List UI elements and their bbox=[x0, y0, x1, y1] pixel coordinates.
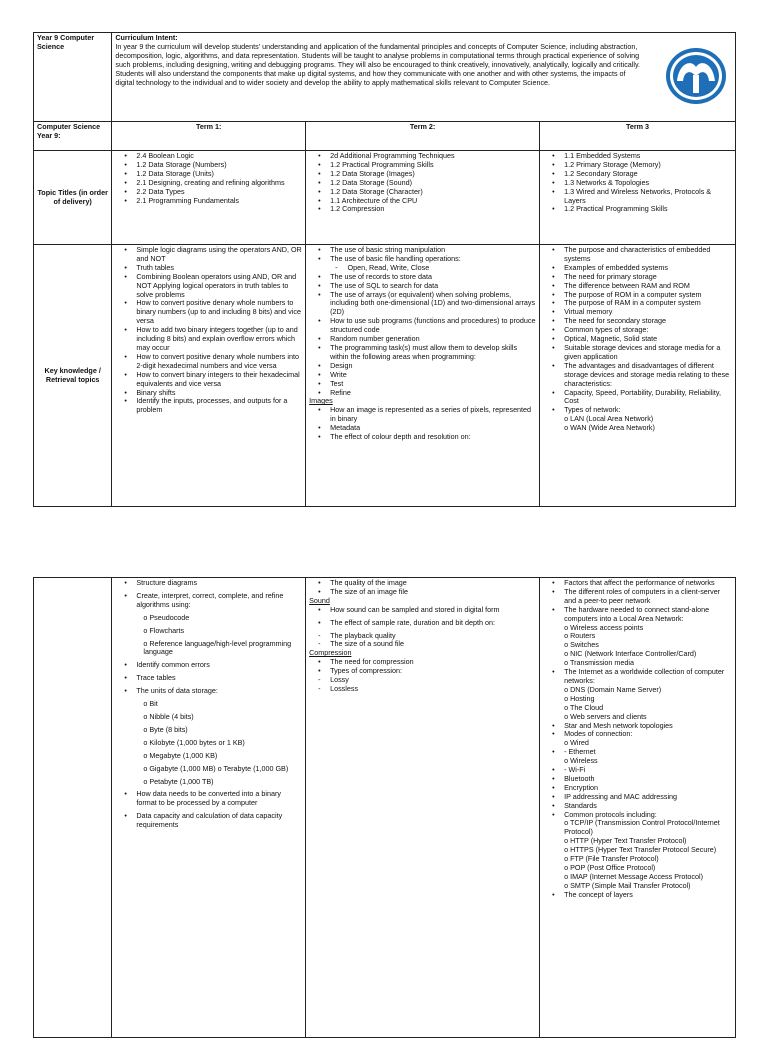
list-item: • The use of basic string manipulation bbox=[330, 246, 536, 255]
list-item: • The use of basic file handling operations: bbox=[330, 255, 536, 264]
curriculum-intent-cell bbox=[112, 33, 736, 122]
list-item: • Capacity, Speed, Portability, Durability, Reliability, Cost bbox=[564, 389, 732, 407]
list-item: • The units of data storage: bbox=[136, 687, 302, 696]
list-item: o FTP (File Transfer Protocol) bbox=[564, 854, 659, 864]
term3-header-text: Term 3 bbox=[626, 122, 650, 131]
list-item: • The need for secondary storage bbox=[564, 317, 732, 326]
knowledge-term2-list-a bbox=[309, 246, 536, 264]
list-item: • 1.3 Wired and Wireless Networks, Protocols & Layers bbox=[564, 188, 732, 206]
list-item: • Optical, Magnetic, Solid state bbox=[564, 335, 732, 344]
list-item: o Megabyte (1,000 KB) bbox=[143, 750, 218, 760]
list-item: • The concept of layers bbox=[564, 891, 732, 900]
topics-term3-list bbox=[543, 152, 732, 214]
list-item: • The size of an image file bbox=[330, 588, 536, 597]
list-item: • IP addressing and MAC addressing bbox=[564, 793, 732, 802]
list-item: • Identify common errors bbox=[136, 661, 302, 670]
list-item: o Nibble (4 bits) bbox=[143, 711, 194, 721]
list-item: • Virtual memory bbox=[564, 308, 732, 317]
list-item: • The use of SQL to search for data bbox=[330, 282, 536, 291]
images-heading: Images bbox=[309, 396, 333, 406]
list-item: • 1.2 Data Storage (Numbers) bbox=[136, 161, 302, 170]
knowledge-term3-list bbox=[543, 246, 732, 415]
list-item: • The hardware needed to connect stand-alone computers into a Local Area Network: bbox=[564, 606, 732, 624]
list-item: o The Cloud bbox=[564, 702, 604, 712]
list-item: • Random number generation bbox=[330, 335, 536, 344]
list-item: o Byte (8 bits) bbox=[143, 724, 188, 734]
curriculum-table-page1 bbox=[33, 32, 736, 507]
topics-term2-cell bbox=[306, 151, 540, 245]
list-item: • 2d Additional Programming Techniques bbox=[330, 152, 536, 161]
list-item: • Modes of connection: bbox=[564, 730, 732, 739]
list-item: - Lossy bbox=[330, 676, 536, 685]
list-item: • The effect of colour depth and resolution on: bbox=[330, 433, 536, 442]
list-item: • - Ethernet bbox=[564, 748, 732, 757]
sound-heading: Sound bbox=[309, 595, 330, 605]
list-item: • Types of compression: bbox=[330, 667, 536, 676]
continuation-term2-list-b bbox=[309, 606, 536, 628]
list-item: o DNS (Domain Name Server) bbox=[564, 684, 662, 694]
algorithm-methods-list bbox=[115, 614, 302, 658]
list-item: • Combining Boolean operators using AND, OR and NOT Applying logical operators in truth tables to solve problems bbox=[136, 273, 302, 300]
list-item: • 1.2 Compression bbox=[330, 205, 536, 214]
topics-row-label: Topic Titles (in order of delivery) bbox=[37, 187, 108, 206]
file-ops-text: Open, Read, Write, Close bbox=[347, 262, 430, 272]
list-item: • Examples of embedded systems bbox=[564, 264, 732, 273]
term1-header bbox=[112, 122, 306, 151]
continuation-term3-cell bbox=[540, 578, 736, 1038]
list-item: • How to use sub programs (functions and procedures) to produce structured code bbox=[330, 317, 536, 335]
curriculum-table-page2 bbox=[33, 577, 736, 1038]
list-item: o SMTP (Simple Mail Transfer Protocol) bbox=[564, 880, 691, 890]
topics-term2-list bbox=[309, 152, 536, 214]
list-item: o Pseudocode bbox=[143, 612, 190, 622]
list-item: o Switches bbox=[564, 640, 599, 650]
list-item: • Common types of storage: bbox=[564, 326, 732, 335]
list-item: • Factors that affect the performance of networks bbox=[564, 579, 732, 588]
list-item: • 1.2 Practical Programming Skills bbox=[564, 205, 732, 214]
continuation-term2-cell bbox=[306, 578, 540, 1038]
list-item: o Wireless access points bbox=[564, 622, 644, 632]
list-item: • Data capacity and calculation of data capacity requirements bbox=[136, 812, 302, 830]
list-item: • Star and Mesh network topologies bbox=[564, 722, 732, 731]
knowledge-term2-list-b bbox=[309, 273, 536, 398]
list-item: • 1.3 Networks & Topologies bbox=[564, 179, 732, 188]
knowledge-term1-cell bbox=[112, 245, 306, 507]
list-item: • Standards bbox=[564, 802, 732, 811]
knowledge-term3-cell bbox=[540, 245, 736, 507]
list-item: o Wireless bbox=[564, 756, 598, 766]
list-item: • 2.1 Programming Fundamentals bbox=[136, 197, 302, 206]
list-item: • The purpose and characteristics of embedded systems bbox=[564, 246, 732, 264]
list-item: • The difference between RAM and ROM bbox=[564, 282, 732, 291]
list-item: o Transmission media bbox=[564, 658, 634, 668]
term2-header-text: Term 2: bbox=[409, 122, 436, 131]
list-item: • How to add two binary integers together (up to and including 8 bits) and explain overflow errors which may occur bbox=[136, 326, 302, 353]
topics-term3-cell bbox=[540, 151, 736, 245]
knowledge-term1-list bbox=[115, 246, 302, 415]
list-item: • - Wi-Fi bbox=[564, 766, 732, 775]
continuation-term1-list-b bbox=[115, 661, 302, 696]
list-item: • 1.2 Primary Storage (Memory) bbox=[564, 161, 732, 170]
list-item: • How to convert binary integers to their hexadecimal equivalents and vice versa bbox=[136, 371, 302, 389]
continuation-term2-list-a bbox=[309, 579, 536, 597]
list-item: • Encryption bbox=[564, 784, 732, 793]
list-item: • 1.2 Practical Programming Skills bbox=[330, 161, 536, 170]
list-item: • 2.4 Boolean Logic bbox=[136, 152, 302, 161]
list-item: • How data needs to be converted into a binary format to be processed by a computer bbox=[136, 790, 302, 808]
list-item: • 1.1 Architecture of the CPU bbox=[330, 197, 536, 206]
continuation-term1-list-a bbox=[115, 579, 302, 610]
list-item: o Web servers and clients bbox=[564, 711, 647, 721]
list-item: • 1.2 Data Storage (Character) bbox=[330, 188, 536, 197]
continuation-term3-list bbox=[543, 579, 732, 900]
list-item: • The use of arrays (or equivalent) when solving problems, including both one-dimensional (1D) and two-dimensional arrays (2D) bbox=[330, 291, 536, 318]
list-item: o Flowcharts bbox=[143, 625, 185, 635]
intent-title: Curriculum Intent: bbox=[115, 33, 178, 42]
list-item: o Kilobyte (1,000 bytes or 1 KB) bbox=[143, 737, 245, 747]
list-item: • The need for primary storage bbox=[564, 273, 732, 282]
list-item: • The effect of sample rate, duration and bit depth on: bbox=[330, 619, 536, 628]
list-item: • The purpose of ROM in a computer system bbox=[564, 291, 732, 300]
continuation-term2-list-c bbox=[309, 658, 536, 676]
list-item: o Bit bbox=[143, 699, 158, 709]
list-item: o HTTP (Hyper Text Transfer Protocol) bbox=[564, 836, 687, 846]
list-item: • 1.1 Embedded Systems bbox=[564, 152, 732, 161]
list-item: o TCP/IP (Transmission Control Protocol/Internet Protocol) bbox=[564, 818, 720, 837]
list-item: • The use of records to store data bbox=[330, 273, 536, 282]
list-item: • 2.1 Designing, creating and refining algorithms bbox=[136, 179, 302, 188]
list-item: • 1.2 Data Storage (Images) bbox=[330, 170, 536, 179]
list-item: • Refine bbox=[330, 389, 536, 398]
list-item: • 2.2 Data Types bbox=[136, 188, 302, 197]
school-crest-icon bbox=[663, 45, 729, 107]
year-label: Year 9 Computer Science bbox=[37, 33, 95, 51]
knowledge-term2-cell bbox=[306, 245, 540, 507]
list-item: o IMAP (Internet Message Access Protocol) bbox=[564, 871, 703, 881]
list-item: • The different roles of computers in a client-server and a peer-to peer network bbox=[564, 588, 732, 606]
list-item: - The playback quality bbox=[330, 632, 536, 641]
list-item: o POP (Post Office Protocol) bbox=[564, 863, 656, 872]
list-item: • Bluetooth bbox=[564, 775, 732, 784]
list-item: • Suitable storage devices and storage media for a given application bbox=[564, 344, 732, 362]
topics-term1-cell bbox=[112, 151, 306, 245]
list-item: • Trace tables bbox=[136, 674, 302, 683]
knowledge-row-label: Key knowledge / Retrieval topics bbox=[44, 365, 101, 384]
list-item: • Metadata bbox=[330, 424, 536, 433]
list-item: • Types of network: bbox=[564, 406, 732, 415]
list-item: • The advantages and disadvantages of different storage devices and storage media relating to these characteristics: bbox=[564, 362, 732, 389]
data-units-list bbox=[115, 700, 302, 786]
list-item: • Test bbox=[330, 380, 536, 389]
list-item: o Petabyte (1,000 TB) bbox=[143, 776, 214, 786]
list-item: o Reference language/high-level programming language bbox=[143, 638, 292, 657]
list-item: • How to convert positive denary whole numbers into 2-digit hexadecimal numbers and vice versa bbox=[136, 353, 302, 371]
list-item: • Truth tables bbox=[136, 264, 302, 273]
network-types-sublist bbox=[543, 415, 732, 433]
list-item: • 1.2 Data Storage (Sound) bbox=[330, 179, 536, 188]
topics-term1-list bbox=[115, 152, 302, 205]
list-item: • The purpose of RAM in a computer system bbox=[564, 299, 732, 308]
list-item: o HTTPS (Hyper Text Transfer Protocol Secure) bbox=[564, 845, 717, 855]
continuation-label-cell bbox=[34, 578, 112, 1038]
intent-body: In year 9 the curriculum will develop students' understanding and application of the fundamental principles and concepts of Computer Science, including abstraction, decomposition, logic, algorithms, and data representation. Students will be taught to analyse problems in computational terms through practical experience of solving such problems, including designing, writing and debugging programs. They will also be encouraged to think creatively, innovatively, analytically, logically and critically. Students will also understand the components that make up digital systems, and how they communicate with one another and with other systems, the impacts of digital technology to the individual and to wider society and develop the ability to apply mathematical skills relevant to Computer Science. bbox=[115, 41, 641, 87]
list-item: • The need for compression bbox=[330, 658, 536, 667]
list-item: • The quality of the image bbox=[330, 579, 536, 588]
list-item: o Wired bbox=[564, 738, 589, 748]
year-label-cell bbox=[34, 33, 112, 122]
list-item: • Common protocols including: bbox=[564, 811, 732, 820]
compression-heading: Compression bbox=[309, 648, 352, 658]
term1-header-text: Term 1: bbox=[196, 122, 222, 131]
list-item: • 1.2 Data Storage (Units) bbox=[136, 170, 302, 179]
list-item: • Create, interpret, correct, complete, and refine algorithms using: bbox=[136, 592, 302, 610]
continuation-term1-cell bbox=[112, 578, 306, 1038]
list-item: o Routers bbox=[564, 631, 596, 641]
list-item: o LAN (Local Area Network) bbox=[564, 414, 654, 424]
term3-header bbox=[540, 122, 736, 151]
sound-effects-list bbox=[309, 632, 536, 650]
list-item: • The programming task(s) must allow them to develop skills within the following areas when programming: bbox=[330, 344, 536, 362]
list-item: - Lossless bbox=[330, 685, 536, 694]
list-item: • Design bbox=[330, 362, 536, 371]
continuation-term1-list-c bbox=[115, 790, 302, 830]
knowledge-row-label-cell bbox=[34, 245, 112, 507]
terms-row-label: Computer Science Year 9: bbox=[37, 122, 101, 140]
file-ops-line: - Open, Read, Write, Close bbox=[335, 262, 430, 272]
list-item: • The Internet as a worldwide collection of computer networks: bbox=[564, 668, 732, 686]
list-item: • Binary shifts bbox=[136, 389, 302, 398]
list-item: o Hosting bbox=[564, 693, 595, 703]
terms-row-label-cell bbox=[34, 122, 112, 151]
compression-types-list bbox=[309, 676, 536, 694]
list-item: • How sound can be sampled and stored in digital form bbox=[330, 606, 536, 615]
list-item: • Identify the inputs, processes, and outputs for a problem bbox=[136, 397, 302, 415]
list-item: • 1.2 Secondary Storage bbox=[564, 170, 732, 179]
list-item: • How an image is represented as a series of pixels, represented in binary bbox=[330, 406, 536, 424]
list-item: o NIC (Network Interface Controller/Card) bbox=[564, 649, 697, 659]
term2-header bbox=[306, 122, 540, 151]
knowledge-term2-list-c bbox=[309, 406, 536, 442]
list-item: • Write bbox=[330, 371, 536, 380]
list-item: o Gigabyte (1,000 MB) o Terabyte (1,000 GB) bbox=[143, 763, 289, 773]
list-item: - The size of a sound file bbox=[330, 640, 536, 649]
list-item: o WAN (Wide Area Network) bbox=[564, 423, 655, 433]
list-item: • Simple logic diagrams using the operators AND, OR and NOT bbox=[136, 246, 302, 264]
list-item: • How to convert positive denary whole numbers to binary numbers (up to and including 8 bits) and vice versa bbox=[136, 299, 302, 326]
topics-row-label-cell bbox=[34, 151, 112, 245]
list-item: • Structure diagrams bbox=[136, 579, 302, 588]
